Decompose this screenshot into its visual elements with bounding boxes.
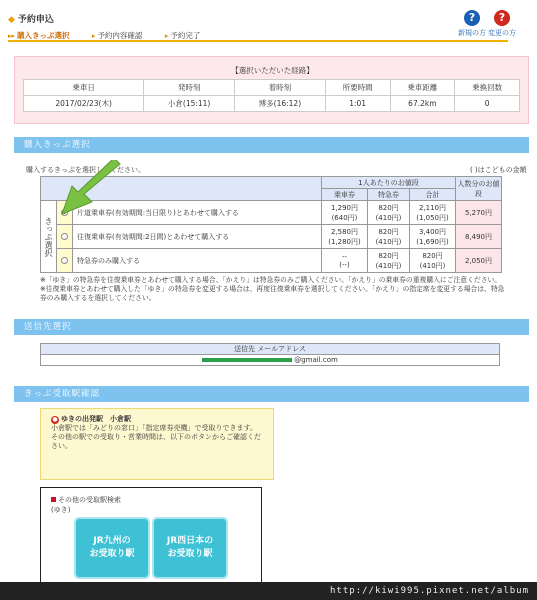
badge-icon: ● bbox=[52, 416, 58, 423]
option-label[interactable]: 往復乗車券(有効期間:2日間)とあわせて購入する bbox=[73, 225, 322, 249]
col-header: 乗換回数 bbox=[455, 80, 520, 96]
note-text: ※「ゆき」の特急券を往復乗車券とあわせて購入する場合、「かえり」は特急券のみご購入ください。「かえり」の乗車券の重複購入にご注意ください。 bbox=[40, 276, 502, 284]
section-pickup: きっぷ受取駅確認 bbox=[14, 386, 529, 402]
jr-kyushu-button[interactable]: JR九州の お受取り駅 bbox=[74, 517, 150, 579]
help-change-button[interactable]: ? 変更の方 bbox=[488, 11, 516, 37]
page-title: ◆ 予約申込 bbox=[8, 15, 54, 25]
side-label: きっぷ選択 bbox=[41, 201, 57, 273]
purchase-lead: 購入するきっぷを選択してください。 bbox=[26, 166, 145, 174]
double-arrow-icon: ▸▸ bbox=[8, 32, 16, 40]
col-header: 送信先 メールアドレス bbox=[41, 344, 500, 355]
table-row bbox=[24, 96, 520, 112]
search-sub: (ゆき) bbox=[51, 506, 71, 514]
cell: 1:01 bbox=[325, 96, 390, 112]
col-header: 人数分のお値段 bbox=[456, 177, 502, 201]
col-header: 乗車日 bbox=[24, 80, 144, 96]
question-icon: ? bbox=[494, 10, 510, 26]
arrow-icon: ▸ bbox=[164, 32, 169, 40]
people-price: 2,050円 bbox=[456, 249, 502, 273]
col-header: 合計 bbox=[410, 189, 456, 201]
people-price: 8,490円 bbox=[456, 225, 502, 249]
radio-cell[interactable] bbox=[57, 249, 73, 273]
step-1: ▸▸ 購入きっぷ選択 bbox=[8, 31, 70, 40]
col-header: 乗車距離 bbox=[390, 80, 455, 96]
purchase-notes bbox=[40, 276, 510, 303]
route-caption: 【選択いただいた経路】 bbox=[231, 66, 314, 75]
green-arrow-icon bbox=[54, 160, 124, 220]
step-2: ▸ 予約内容確認 bbox=[91, 31, 143, 40]
express-cell: 820円 (410円) bbox=[368, 225, 410, 249]
cell: 0 bbox=[455, 96, 520, 112]
route-table bbox=[23, 79, 520, 112]
pickup-info bbox=[40, 408, 274, 480]
cell: 博多(16:12) bbox=[235, 96, 326, 112]
divider bbox=[8, 40, 508, 42]
fare-cell: 1,290円 (640円) bbox=[322, 201, 368, 225]
diamond-icon: ◆ bbox=[8, 15, 15, 25]
total-cell: 3,400円 (1,690円) bbox=[410, 225, 456, 249]
section-send: 送信先選択 bbox=[14, 319, 529, 335]
radio-express-only[interactable] bbox=[61, 257, 68, 264]
pickup-title: ● ゆきの出発駅 小倉駅 bbox=[52, 415, 131, 423]
fare-cell: -- (--) bbox=[322, 249, 368, 273]
square-icon bbox=[51, 497, 56, 502]
ticket-option-row[interactable] bbox=[41, 225, 502, 249]
jr-west-button[interactable]: JR西日本の お受取り駅 bbox=[152, 517, 228, 579]
search-title: その他の受取駅検索 bbox=[51, 495, 251, 505]
col-header: 発時刻 bbox=[144, 80, 235, 96]
col-header: 乗車券 bbox=[322, 189, 368, 201]
email-cell: @gmail.com bbox=[41, 355, 500, 366]
cell: 67.2km bbox=[390, 96, 455, 112]
question-icon: ? bbox=[464, 10, 480, 26]
ticket-option-row[interactable] bbox=[41, 249, 502, 273]
watermark: http://kiwi995.pixnet.net/album bbox=[0, 582, 537, 600]
col-header: 特急券 bbox=[368, 189, 410, 201]
table-row bbox=[24, 80, 520, 96]
pickup-text: その他の駅での受取り・営業時間は、以下のボタンからご確認ください。 bbox=[51, 433, 261, 450]
option-label[interactable]: 片道乗車券(有効期間:当日限り)とあわせて購入する bbox=[73, 201, 322, 225]
route-summary bbox=[14, 56, 529, 124]
radio-roundtrip[interactable] bbox=[61, 233, 68, 240]
redacted-bar bbox=[202, 358, 292, 362]
section-purchase: 購入きっぷ選択 bbox=[14, 137, 529, 153]
help-new-button[interactable]: ? 新規の方 bbox=[458, 11, 486, 37]
people-price: 5,270円 bbox=[456, 201, 502, 225]
cell: 小倉(15:11) bbox=[144, 96, 235, 112]
col-header: 着時刻 bbox=[235, 80, 326, 96]
cell: 2017/02/23(木) bbox=[24, 96, 144, 112]
note-text: ※往復乗車券とあわせて購入した「ゆき」の特急券を変更する場合は、再度往復乗車券を選択してください。「かえり」の指定席を変更する場合は、特急券のみ購入するを選択してください。 bbox=[40, 285, 505, 302]
table-row bbox=[41, 355, 500, 366]
col-header: 1人あたりのお値段 bbox=[322, 177, 456, 189]
total-cell: 2,110円 (1,050円) bbox=[410, 201, 456, 225]
pickup-text: 小倉駅では「みどりの窓口」「指定席券売機」で受取りできます。 bbox=[51, 424, 257, 432]
express-cell: 820円 (410円) bbox=[368, 201, 410, 225]
header bbox=[0, 0, 537, 42]
child-note: ( )はこどもの金額 bbox=[470, 166, 527, 174]
col-header: 所要時間 bbox=[325, 80, 390, 96]
total-cell: 820円 (410円) bbox=[410, 249, 456, 273]
arrow-icon: ▸ bbox=[91, 32, 96, 40]
step-3: ▸ 予約完了 bbox=[164, 31, 201, 40]
express-cell: 820円 (410円) bbox=[368, 249, 410, 273]
send-table bbox=[40, 343, 500, 366]
fare-cell: 2,580円 (1,280円) bbox=[322, 225, 368, 249]
table-row bbox=[41, 344, 500, 355]
radio-cell[interactable] bbox=[57, 225, 73, 249]
option-label[interactable]: 特急券のみ購入する bbox=[73, 249, 322, 273]
